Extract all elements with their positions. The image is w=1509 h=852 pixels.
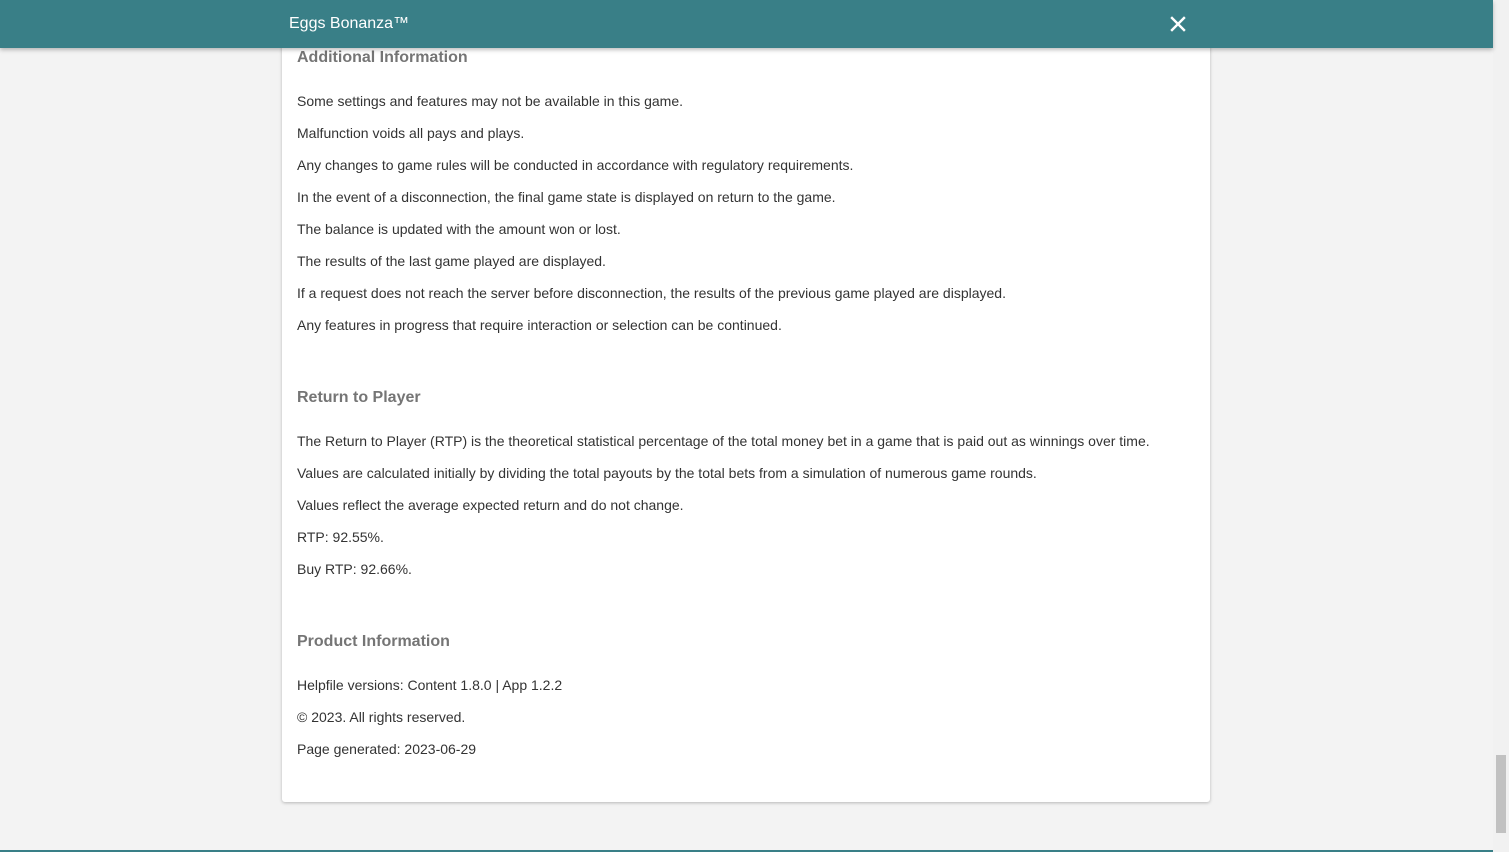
additional-info-heading: Additional Information bbox=[297, 49, 468, 66]
additional-info-paragraph: In the event of a disconnection, the final game state is displayed on return to the game. bbox=[297, 189, 836, 205]
buy-rtp-value: Buy RTP: 92.66%. bbox=[297, 561, 412, 577]
rtp-value: RTP: 92.55%. bbox=[297, 529, 384, 545]
close-button[interactable] bbox=[1166, 12, 1190, 36]
additional-info-paragraph: Some settings and features may not be available in this game. bbox=[297, 93, 683, 109]
product-info-heading: Product Information bbox=[297, 633, 450, 650]
game-title: Eggs Bonanza™ bbox=[289, 15, 410, 32]
scrollbar-track[interactable] bbox=[1493, 0, 1509, 852]
rtp-paragraph: The Return to Player (RTP) is the theoretical statistical percentage of the total money bet in a game that is paid out as winnings over time. bbox=[297, 433, 1150, 449]
rtp-paragraph: Values reflect the average expected return and do not change. bbox=[297, 497, 684, 513]
rtp-paragraph: Values are calculated initially by dividing the total payouts by the total bets from a simulation of numerous game rounds. bbox=[297, 465, 1037, 481]
scrollbar-thumb[interactable] bbox=[1496, 755, 1506, 833]
additional-info-paragraph: Malfunction voids all pays and plays. bbox=[297, 125, 525, 141]
additional-info-paragraph: The balance is updated with the amount won or lost. bbox=[297, 221, 621, 237]
header-bar bbox=[0, 0, 1493, 48]
page-generated: Page generated: 2023-06-29 bbox=[297, 741, 477, 757]
copyright: © 2023. All rights reserved. bbox=[297, 709, 466, 725]
helpfile-versions: Helpfile versions: Content 1.8.0 | App 1.2.2 bbox=[297, 677, 563, 693]
rtp-heading: Return to Player bbox=[297, 389, 421, 406]
additional-info-paragraph: Any features in progress that require interaction or selection can be continued. bbox=[297, 317, 782, 333]
close-icon[interactable] bbox=[1166, 12, 1190, 36]
additional-info-paragraph: The results of the last game played are displayed. bbox=[297, 253, 606, 269]
additional-info-paragraph: If a request does not reach the server before disconnection, the results of the previous game played are displayed. bbox=[297, 285, 1006, 301]
additional-info-paragraph: Any changes to game rules will be conducted in accordance with regulatory requirements. bbox=[297, 157, 854, 173]
